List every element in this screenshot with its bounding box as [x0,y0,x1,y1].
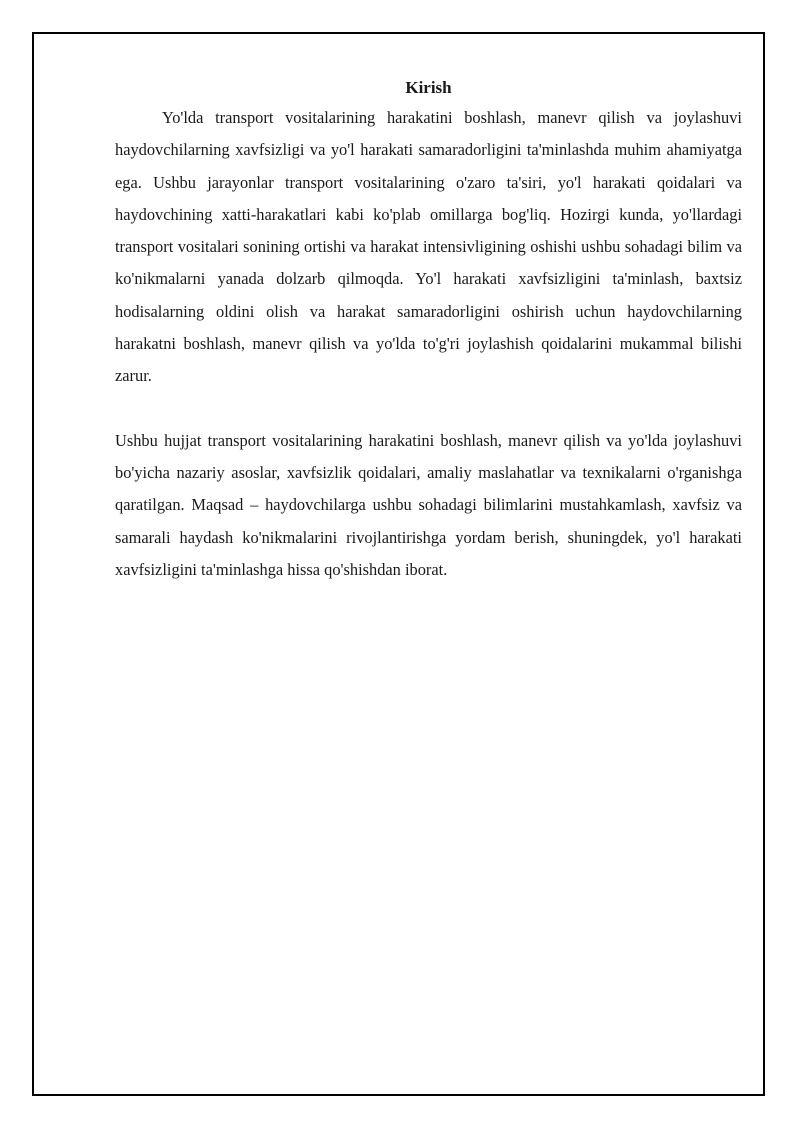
paragraph-spacer [115,393,742,425]
document-body [115,76,742,586]
document-title: Kirish [405,78,452,97]
paragraph-introduction: Yo'lda transport vositalarining harakatini boshlash, manevr qilish va joylashuvi haydovchilarning xavfsizligi va yo'l harakati samaradorligini ta'minlashda muhim ahamiyatga ega. Ushbu jarayonlar transport vositalarining o'zaro ta'siri, yo'l harakati qoidalari va haydovchining xatti-harakatlari kabi ko'plab omillarga bog'liq. Hozirgi kunda, yo'llardagi transport vositalari sonining ortishi va harakat intensivligining oshishi ushbu sohadagi bilim va ko'nikmalarni yanada dolzarb qilmoqda. Yo'l harakati xavfsizligini ta'minlash, baxtsiz hodisalarning oldini olish va harakat samaradorligini oshirish uchun haydovchilarning harakatni boshlash, manevr qilish va yo'lda to'g'ri joylashish qoidalarini mukammal bilishi zarur. [115,108,742,386]
paragraph-purpose: Ushbu hujjat transport vositalarining harakatini boshlash, manevr qilish va yo'lda joylashuvi bo'yicha nazariy asoslar, xavfsizlik qoidalari, amaliy maslahatlar va texnikalarni o'rganishga qaratilgan. Maqsad – haydovchilarga ushbu sohadagi bilimlarini mustahkamlash, xavfsiz va samarali haydash ko'nikmalarini rivojlantirishga yordam berish, shuningdek, yo'l harakati xavfsizligini ta'minlashga hissa qo'shishdan iborat. [115,430,742,579]
